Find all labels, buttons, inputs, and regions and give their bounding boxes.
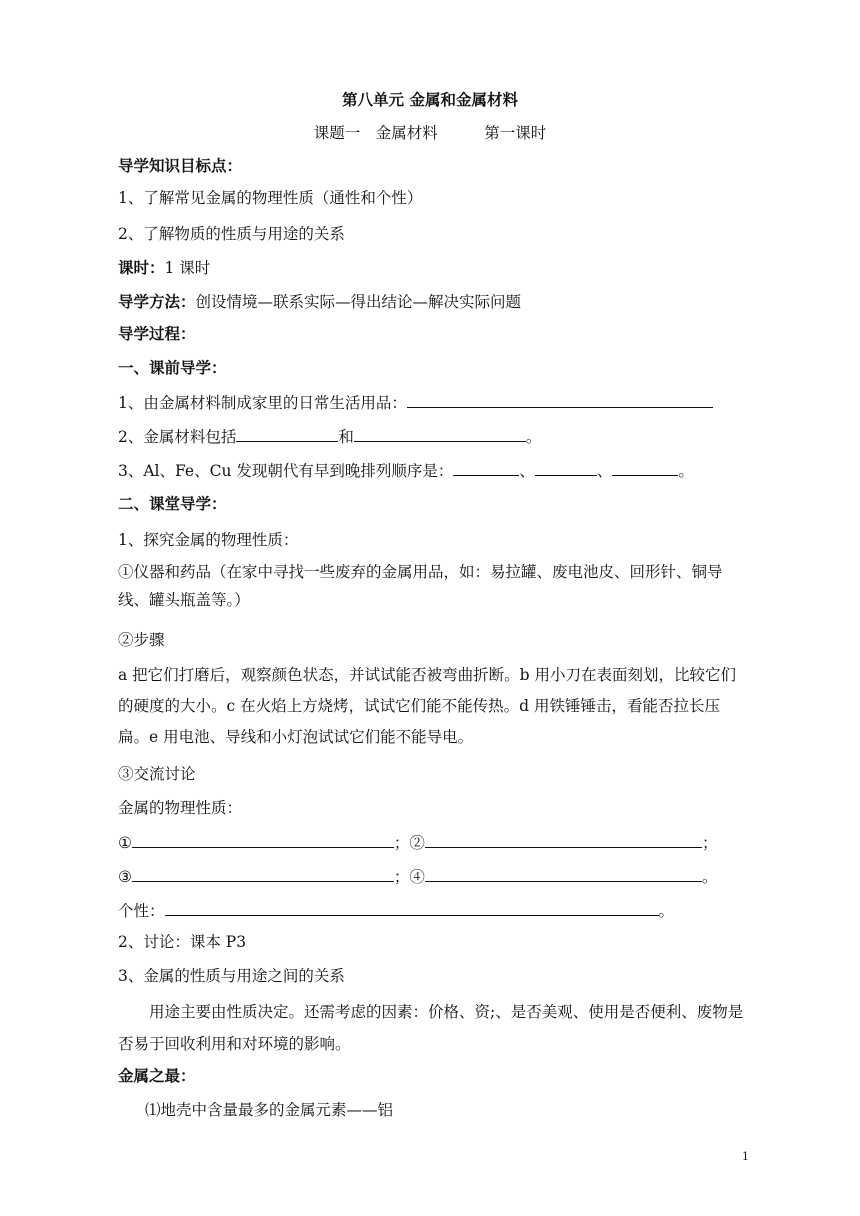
separator: ； — [701, 834, 718, 852]
lesson-time — [118, 258, 210, 278]
answer-blank[interactable] — [165, 900, 659, 916]
separator: 、 — [519, 462, 535, 480]
in-class-item-1: 1、探究金属的物理性质： — [118, 531, 299, 549]
separator: 。 — [658, 902, 675, 920]
answer-blank[interactable] — [132, 866, 394, 882]
objective-item-1: 1、了解常见金属的物理性质（通性和个性） — [118, 189, 423, 207]
pre-class-question-2 — [118, 426, 541, 447]
marker-4: ④ — [409, 868, 425, 886]
answer-blank[interactable] — [535, 460, 597, 476]
marker-2: ② — [409, 834, 425, 852]
relation-paragraph: 用途主要由性质决定。还需考虑的因素：价格、资;、是否美观、使用是否便利、废物是否易于回收利用和对环境的影响。 — [118, 1003, 744, 1053]
pre-class-question-3 — [118, 460, 694, 481]
page-number: 1 — [742, 1150, 749, 1163]
method-value: 创设情境—联系实际—得出结论—解决实际问题 — [195, 293, 522, 311]
pre-class-heading: 一、课前导学： — [118, 358, 227, 377]
separator: ； — [393, 868, 410, 886]
steps-label: ②步骤 — [118, 631, 165, 649]
separator: ； — [393, 834, 410, 852]
in-class-item-3: 3、金属的性质与用途之间的关系 — [118, 967, 345, 985]
question-3-end: 。 — [678, 462, 694, 480]
marker-3: ③ — [118, 868, 132, 886]
individuality-label: 个性： — [118, 902, 165, 920]
in-class-item-2: 2、讨论：课本 P3 — [118, 933, 247, 951]
answer-blank[interactable] — [407, 392, 713, 408]
discussion-label: ③交流讨论 — [118, 765, 196, 783]
question-3-text: 3、Al、Fe、Cu 发现朝代有早到晚排列顺序是： — [118, 462, 454, 480]
metal-records-heading: 金属之最： — [118, 1066, 196, 1085]
physical-properties-label: 金属的物理性质： — [118, 799, 243, 817]
question-1-text: 1、由金属材料制成家里的日常生活用品： — [118, 394, 407, 412]
marker-1: ① — [118, 834, 132, 852]
question-2-connector: 和 — [338, 428, 354, 446]
answer-blank[interactable] — [453, 460, 519, 476]
process-heading: 导学过程： — [118, 324, 196, 343]
objectives-heading: 导学知识目标点： — [118, 156, 243, 175]
in-class-heading: 二、课堂导学： — [118, 494, 227, 513]
question-2-text: 2、金属材料包括 — [118, 428, 237, 446]
individuality-row — [118, 900, 674, 921]
answer-blank[interactable] — [425, 866, 702, 882]
separator: 。 — [701, 868, 718, 886]
page-title: 第八单元 金属和金属材料 — [342, 90, 518, 109]
objective-item-2: 2、了解物质的性质与用途的关系 — [118, 225, 345, 243]
lesson-time-value: 1 课时 — [164, 259, 211, 277]
answer-blank[interactable] — [132, 832, 394, 848]
answer-blank[interactable] — [612, 460, 678, 476]
pre-class-question-1 — [118, 392, 713, 413]
separator: 、 — [596, 462, 613, 480]
method-label: 导学方法： — [118, 292, 196, 311]
properties-row-2 — [118, 866, 717, 887]
answer-blank[interactable] — [425, 832, 702, 848]
instruments-paragraph: ①仪器和药品（在家中寻找一些废弃的金属用品，如：易拉罐、废电池皮、回形针、铜导线、罐头瓶盖等。） — [118, 563, 723, 609]
steps-paragraph: a 把它们打磨后，观察颜色状态，并试试能否被弯曲折断。b 用小刀在表面刻划，比较它们的硬度的大小。c 在火焰上方烧烤，试试它们能不能传热。d 用铁锤锤击，看能否拉长压扁。e 用电池、导线和小灯泡试试它们能不能导电。 — [118, 666, 737, 746]
lesson-time-label: 课时： — [118, 258, 165, 277]
metal-record-item-1: ⑴地壳中含量最多的金属元素——铝 — [145, 1101, 394, 1119]
question-2-end: 。 — [525, 428, 542, 446]
answer-blank[interactable] — [354, 426, 526, 442]
page-subtitle: 课题一 金属材料 第一课时 — [313, 124, 547, 142]
teaching-method — [118, 292, 521, 312]
answer-blank[interactable] — [236, 426, 338, 442]
properties-row-1 — [118, 832, 717, 853]
